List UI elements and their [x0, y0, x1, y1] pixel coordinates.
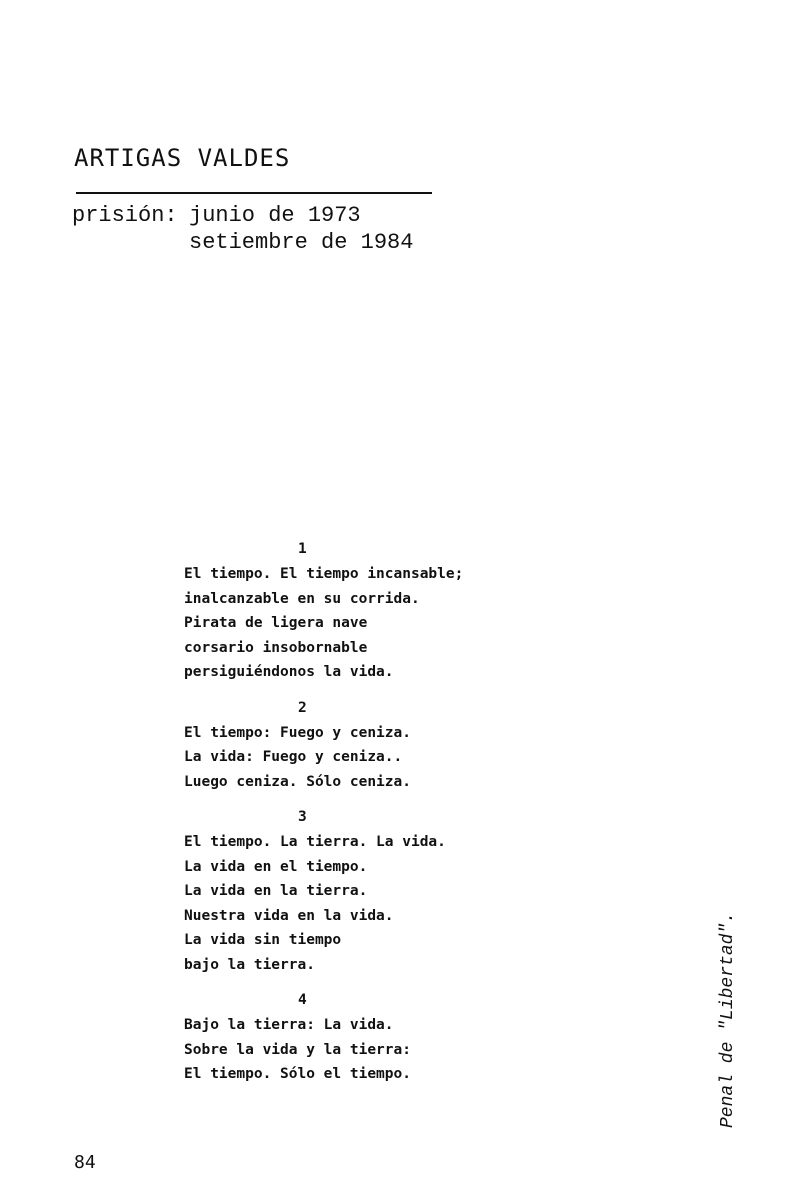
section-number: 3: [298, 809, 307, 825]
imprisonment-dates: [72, 202, 413, 256]
poem-line: Pirata de ligera nave: [184, 615, 368, 631]
stanza: [184, 562, 604, 685]
poem-line: El tiempo: Fuego y ceniza.: [184, 724, 411, 741]
poem-line: El tiempo. El tiempo incansable;: [184, 566, 464, 582]
prison-end-date: setiembre de 1984: [189, 230, 414, 255]
section-number: 2: [298, 699, 307, 716]
stanza: [184, 721, 604, 795]
poem-line: Nuestra vida en la vida.: [184, 907, 394, 924]
poem: [184, 536, 604, 1097]
poem-line: El tiempo. La tierra. La vida.: [184, 834, 446, 850]
poem-line: La vida: Fuego y ceniza..: [184, 749, 403, 765]
author-name: ARTIGAS VALDES: [74, 144, 291, 172]
poem-line: corsario insobornable: [184, 639, 368, 656]
poem-line: persiguiéndonos la vida.: [184, 664, 394, 680]
poem-line: La vida sin tiempo: [184, 932, 342, 948]
stanza: [184, 1013, 604, 1087]
prison-start-date: junio de 1973: [189, 203, 361, 228]
page-number: 84: [74, 1152, 96, 1173]
poem-line: Luego ceniza. Sólo ceniza.: [184, 773, 411, 790]
section-number: 4: [298, 992, 307, 1008]
poem-line: La vida en el tiempo.: [184, 858, 368, 875]
poem-line: inalcanzable en su corrida.: [184, 590, 420, 607]
poem-line: bajo la tierra.: [184, 956, 315, 973]
poem-line: La vida en la tierra.: [184, 883, 368, 899]
title-underline: [76, 192, 432, 194]
location-note: Penal de "Libertad".: [718, 911, 738, 1128]
poem-line: Sobre la vida y la tierra:: [184, 1041, 411, 1058]
poem-line: Bajo la tierra: La vida.: [184, 1017, 394, 1033]
section-number: 1: [298, 541, 307, 557]
poem-line: El tiempo. Sólo el tiempo.: [184, 1066, 411, 1082]
prison-start-row: [72, 202, 413, 229]
prison-label: prisión:: [72, 203, 178, 228]
prison-end-row: [72, 229, 413, 256]
stanza: [184, 830, 604, 977]
